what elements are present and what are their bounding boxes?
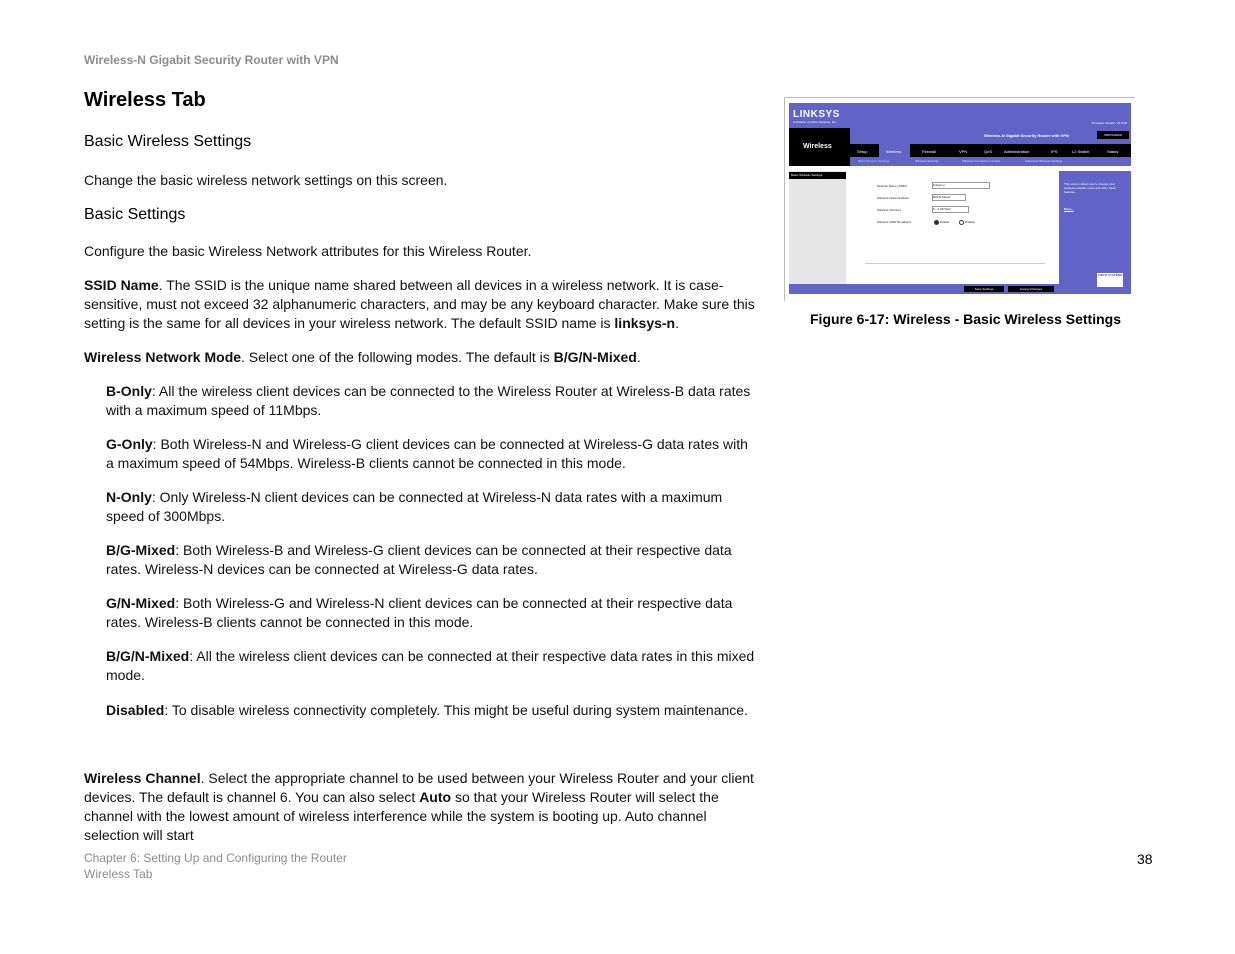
mode-item <box>106 594 758 632</box>
mode-text: . Select one of the following modes. The default is <box>241 349 554 365</box>
shot-page-title: Wireless <box>803 143 832 150</box>
shot-save-button[interactable]: Save Settings <box>964 286 1004 292</box>
mode-item <box>106 541 758 579</box>
shot-sidebar <box>789 171 846 284</box>
section-heading: Basic Wireless Settings <box>84 133 252 150</box>
mode-item <box>106 488 758 526</box>
channel-paragraph <box>84 769 756 845</box>
shot-channel-select[interactable]: 6 - 2.437GHz <box>932 206 969 213</box>
mode-item-name: B/G/N-Mixed <box>106 648 190 664</box>
shot-field-label: Network Name (SSID): <box>877 184 908 188</box>
cisco-logo: CISCO SYSTEMS <box>1097 273 1123 287</box>
shot-banner <box>789 103 1131 128</box>
page-title: Wireless Tab <box>84 89 206 111</box>
ssid-paragraph <box>84 276 756 333</box>
shot-subnav-item[interactable]: Wireless Connection Control <box>962 159 1001 163</box>
ssid-term: SSID Name <box>84 277 159 293</box>
shot-nav-item[interactable]: Administration <box>1004 149 1030 154</box>
shot-model: WRVS4400N <box>1097 131 1129 139</box>
mode-item-name: N-Only <box>106 489 152 505</box>
shot-cancel-button[interactable]: Cancel Changes <box>1008 286 1054 292</box>
ssid-default: linksys-n <box>614 315 676 331</box>
shot-field-label: Wireless Network Mode: <box>877 196 910 200</box>
shot-field-label: Wireless Channel: <box>877 208 902 212</box>
shot-enable-radio[interactable] <box>934 220 939 225</box>
shot-ssid-input[interactable]: linksys-n <box>932 182 990 189</box>
shot-nav-item[interactable]: Status <box>1107 149 1119 154</box>
shot-more-link[interactable]: More... <box>1064 207 1074 211</box>
mode-item <box>106 382 758 420</box>
shot-help-text: This screen allows you to choose your wireless network mode and other basic features. <box>1064 182 1116 194</box>
running-header: Wireless-N Gigabit Security Router with VPN <box>84 53 339 67</box>
router-screenshot <box>789 103 1131 294</box>
shot-nav-item[interactable]: IPS <box>1051 149 1058 154</box>
subsection-intro: Configure the basic Wireless Network attributes for this Wireless Router. <box>84 243 532 259</box>
shot-nav-item[interactable]: Setup <box>857 149 868 154</box>
mode-item-desc: : Both Wireless-G and Wireless-N client devices can be connected at their respective data rates. Wireless-B clients cannot be connected in this mode. <box>106 595 733 630</box>
ssid-end: . <box>675 315 680 331</box>
footer-chapter: Chapter 6: Setting Up and Configuring the Router <box>84 851 347 865</box>
mode-end: . <box>636 349 641 365</box>
shot-nav-item[interactable]: QoS <box>984 149 993 154</box>
shot-mode-select[interactable]: B/G/N-Mixed <box>932 194 966 201</box>
channel-auto: Auto <box>419 789 452 805</box>
linksys-logo: LINKSYS <box>793 109 840 120</box>
mode-item <box>106 647 758 685</box>
mode-item-desc: : Both Wireless-B and Wireless-G client devices can be connected at their respective data rates. Wireless-N devices can be connected at Wireless-G data rates. <box>106 542 732 577</box>
mode-item-desc: : Both Wireless-N and Wireless-G client devices can be connected at Wireless-G data rates with a maximum speed of 54Mbps. Wireless-B clients cannot be connected in this mode. <box>106 436 748 471</box>
section-intro: Change the basic wireless network settings on this screen. <box>84 172 448 188</box>
mode-item-desc: : Only Wireless-N client devices can be connected at Wireless-N data rates with a maximum speed of 300Mbps. <box>106 489 723 524</box>
mode-item-desc: : All the wireless client devices can be connected at their respective data rates in this mixed mode. <box>106 648 755 683</box>
shot-disable-label: Disable <box>965 220 976 224</box>
shot-divider <box>865 263 1045 264</box>
shot-nav-item[interactable]: Wireless <box>886 149 902 154</box>
channel-text-cont: so that your Wireless Router will select the channel with the lowest amount of wireless interference while the system is booting up. Auto channel selection will start <box>84 789 719 843</box>
shot-enable-label: Enable <box>940 220 950 224</box>
page-number: 38 <box>1137 851 1153 867</box>
ssid-text: . The SSID is the unique name shared between all devices in a wireless network. It is case-sensitive, must not exceed 32 alphanumeric characters, and may be any keyboard character. Make sure this setting is the same for all devices in your wireless network. The default SSID name is <box>84 277 755 331</box>
mode-item-desc: : All the wireless client devices can be connected to the Wireless Router at Wireless-B data rates with a maximum speed of 11Mbps. <box>106 383 751 418</box>
shot-subnav-item[interactable]: Basic Wireless Settings <box>858 159 890 163</box>
mode-item-name: G-Only <box>106 436 153 452</box>
mode-item-name: B/G-Mixed <box>106 542 176 558</box>
logo-subtitle: A Division of Cisco Systems, Inc. <box>793 120 837 124</box>
shot-nav-item[interactable]: VPN <box>959 149 968 154</box>
shot-sidebar-header: Basic Wireless Settings <box>789 172 846 179</box>
mode-item-name: B-Only <box>106 383 152 399</box>
shot-subnav-item[interactable]: Wireless Security <box>915 159 939 163</box>
footer-section: Wireless Tab <box>84 867 153 881</box>
shot-nav-item[interactable]: Firewall <box>922 149 936 154</box>
shot-subnav-item[interactable]: Advanced Wireless Settings <box>1025 159 1063 163</box>
mode-term: Wireless Network Mode <box>84 349 242 365</box>
shot-nav-item[interactable]: L2 Switch <box>1072 149 1090 154</box>
shot-disable-radio[interactable] <box>959 220 964 225</box>
firmware-version: Firmware Version: V1.0.00 <box>1091 121 1127 125</box>
mode-item-name: Disabled <box>106 702 165 718</box>
mode-item-name: G/N-Mixed <box>106 595 176 611</box>
mode-item <box>106 701 758 720</box>
mode-item <box>106 435 758 473</box>
mode-default: B/G/N-Mixed <box>553 349 637 365</box>
shot-product-name: Wireless-N Gigabit Security Router with VPN <box>984 133 1069 138</box>
shot-field-label: Wireless SSID Broadcast: <box>877 220 912 224</box>
channel-text: . Select the appropriate channel to be used between your Wireless Router and your client devices. The default is channel 6. You can also select <box>84 770 754 805</box>
subsection-heading: Basic Settings <box>84 206 186 223</box>
mode-item-desc: : To disable wireless connectivity completely. This might be useful during system maintenance. <box>164 702 748 718</box>
channel-term: Wireless Channel <box>84 770 201 786</box>
figure-caption: Figure 6-17: Wireless - Basic Wireless Settings <box>810 311 1121 327</box>
mode-paragraph <box>84 348 756 367</box>
